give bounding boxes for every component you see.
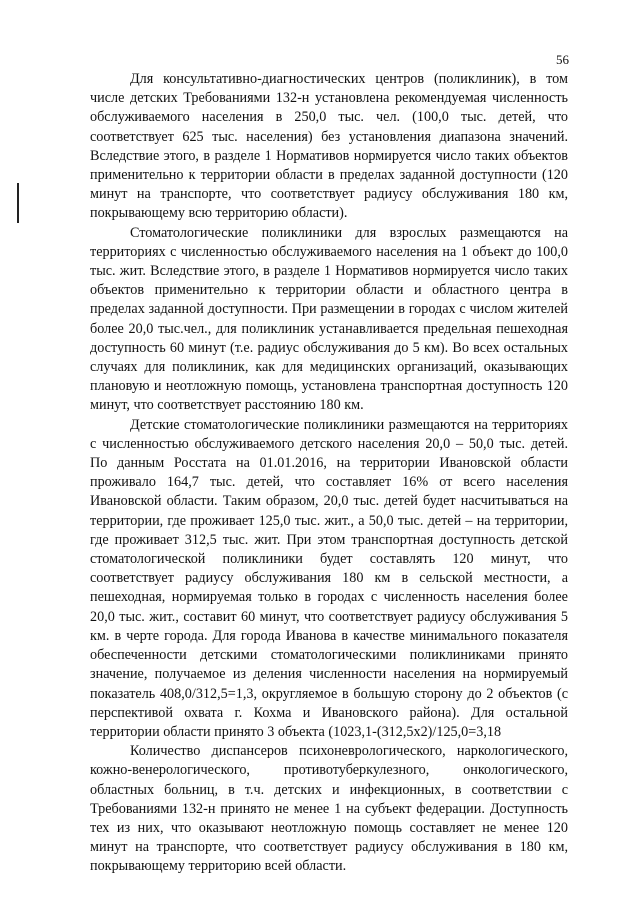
paragraph-adult-dental-clinics: Стоматологические поликлиники для взрослых размещаются на территориях с численностью обслуживаемого населения на 1 объект до 100,0 тыс. жит. Вследствие этого, в разделе 1 Нормативов нормируется число таких объектов применительно к территории области и областного центра в пределах заданной доступности. При размещении в городах с числом жителей более 20,0 тыс.чел., для поликлиник устанавливается предельная пешеходная доступность 60 минут (т.е. радиус обслуживания до 5 км). Во всех остальных случаях для поликлиник, как для медицинских организаций, оказывающих плановую и неотложную помощь, установлена транспортная доступность 120 минут, что соответствует расстоянию 180 км. xyxy=(90,224,568,414)
paragraph-children-dental-clinics: Детские стоматологические поликлиники размещаются на территориях с численностью обслуживаемого детского населения 20,0 – 50,0 тыс. детей. По данным Росстата на 01.01.2016, на территории Ивановской области проживало 164,7 тыс. детей, что составляет 16% от всего населения Ивановской области. Таким образом, 20,0 тыс. детей будет насчитываться на территории, где проживает 125,0 тыс. жит., а 50,0 тыс. детей – на территории, где проживает 312,5 тыс. жит. При этом транспортная доступность детской стоматологической поликлиники будет составлять 120 минут, что соответствует радиусу обслуживания 180 км в сельской местности, а пешеходная, нормируемая только в городах с численность населения более 20,0 тыс. жит., составит 60 минут, что соответствует радиусу обслуживания 5 км. в черте города. Для города Иванова в качестве минимального показателя обеспеченности детскими стоматологическими поликлиниками принято значение, получаемое из деления численности населения на нормируемый показатель 408,0/312,5=1,3, округляемое в большую сторону до 2 объектов (с перспективой охвата г. Кохма и Ивановского района). Для остальной территории области принято 3 объекта (1023,1-(312,5х2)/125,0=3,18 xyxy=(90,416,568,740)
margin-mark xyxy=(17,183,19,223)
page-number: 56 xyxy=(556,52,569,67)
document-body xyxy=(90,70,568,877)
paragraph-dispensaries: Количество диспансеров психоневрологического, наркологического, кожно-венерологического, противотуберкулезного, онкологического, областных больниц, в т.ч. детских и инфекционных, в соответствии с Требованиями 132-н принято не менее 1 на субъект федерации. Доступность тех из них, что оказывают неотложную помощь составляет не менее 120 минут на транспорте, что соответствует радиусу обслуживания в 180 км, покрывающему территорию всей области. xyxy=(90,743,568,875)
paragraph-consultative-centers: Для консультативно-диагностических центров (поликлиник), в том числе детских Требованиями 132-н установлена рекомендуемая численность обслуживаемого населения в 250,0 тыс. чел. (100,0 тыс. детей, что соответствует 625 тыс. населения) без установления диапазона значений. Вследствие этого, в разделе 1 Нормативов нормируется число таких объектов применительно к территории области в пределах заданной доступности (120 минут на транспорте, что соответствует радиусу обслуживания 180 км, покрывающему всю территорию области). xyxy=(90,71,568,222)
